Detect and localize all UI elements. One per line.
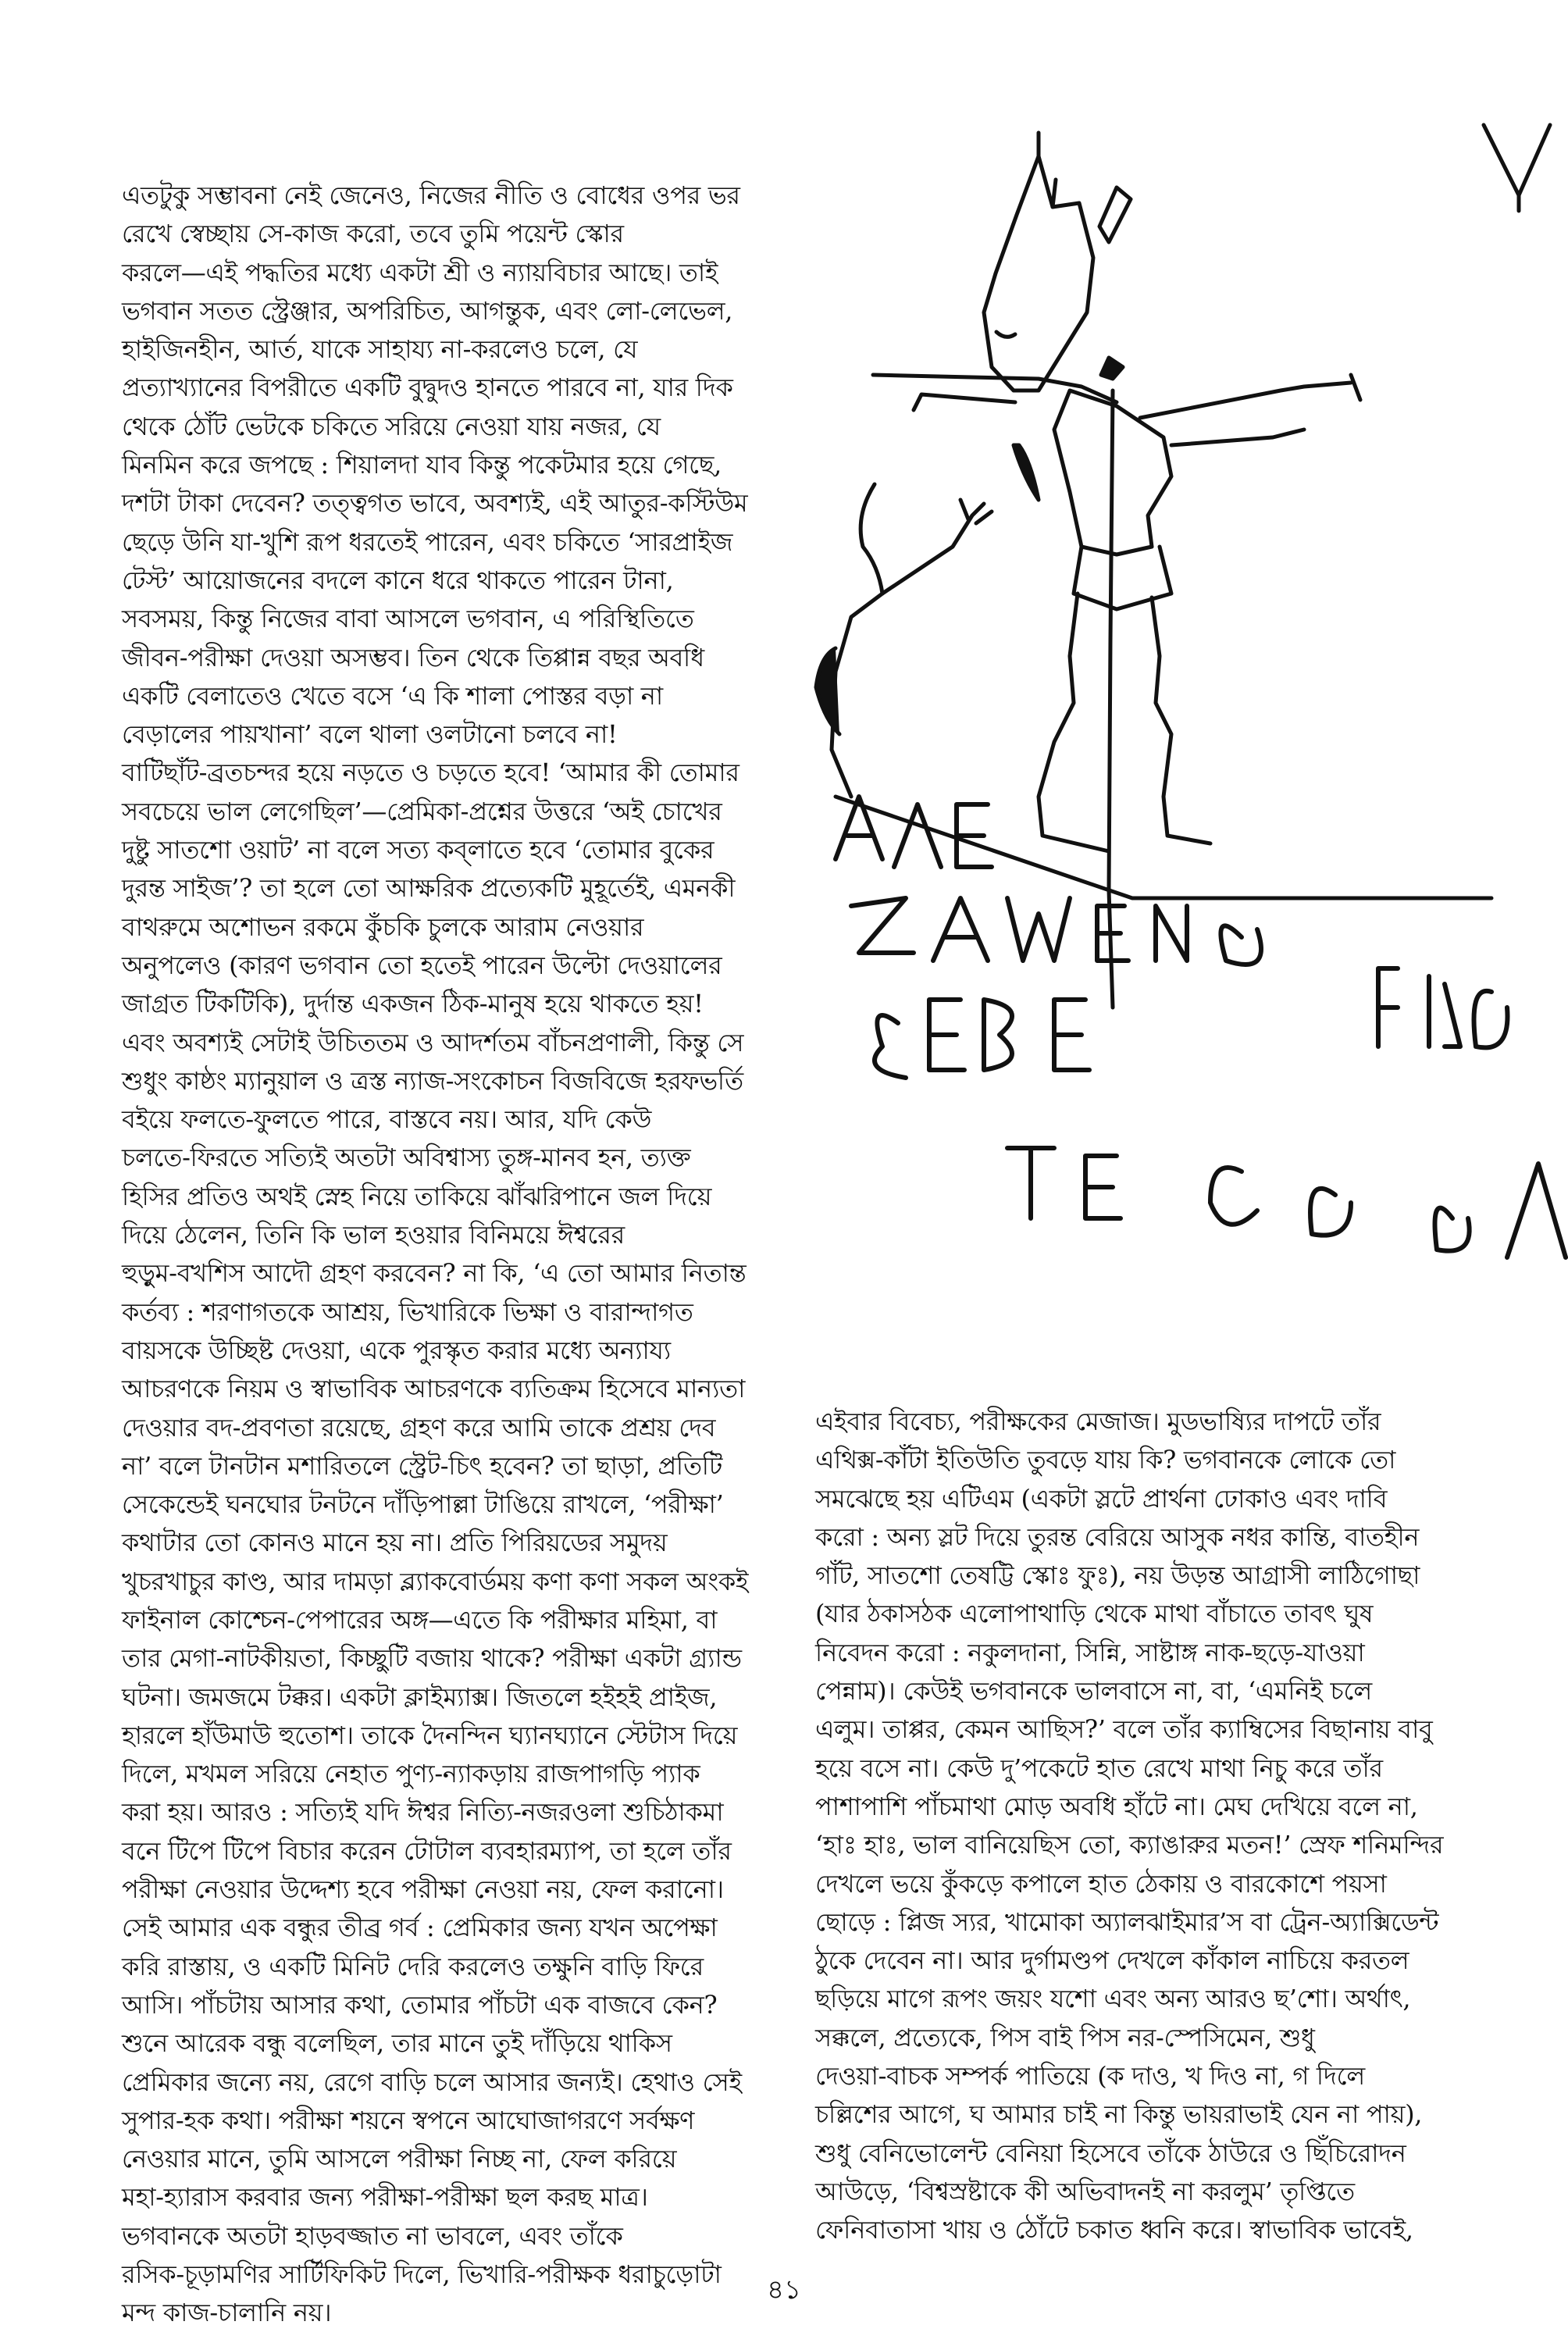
text-line: দশটা টাকা দেবেন? তত্ত্বগত ভাবে, অবশ্যই, এই আতুর-কস্টিউম [122, 488, 748, 519]
text-line: সুপার-হক কথা। পরীক্ষা শয়নে স্বপনে আঘোজাগরণে সর্বক্ষণ [122, 2105, 695, 2135]
text-line: মন্দ কাজ-চালানি নয়। [122, 2298, 332, 2328]
text-line: ফাইনাল কোশ্চেন-পেপারের অঙ্গ—এতে কি পরীক্ষার মহিমা, বা [122, 1604, 718, 1635]
text-line: খুচরখাচুর কাণ্ড, আর দামড়া ব্ল্যাকবোর্ডময় কণা কণা সকল অংকই [122, 1566, 749, 1596]
text-line: কথাটার তো কোনও মানে হয় না। প্রতি পিরিয়ডের সমুদয় [122, 1528, 668, 1558]
text-line: টেস্ট’ আয়োজনের বদলে কানে ধরে থাকতে পারেন টানা, [122, 565, 674, 595]
text-line: মহা-হ্যারাস করবার জন্য পরীক্ষা-পরীক্ষা ছল করছ মাত্র। [122, 2182, 648, 2213]
text-line: করলে—এই পদ্ধতির মধ্যে একটা শ্রী ও ন্যায়বিচার আছে। তাই [122, 257, 718, 287]
text-line: বাথরুমে অশোভন রকমে কুঁচকি চুলকে আরাম নেওয়ার [122, 911, 644, 942]
text-line: সবচেয়ে ভাল লেগেছিল’—প্রেমিকা-প্রশ্নের উত্তরে ‘অই চোখের [122, 796, 722, 826]
text-line: পরীক্ষা নেওয়ার উদ্দেশ্য হবে পরীক্ষা নেওয়া নয়, ফেল করানো। [122, 1874, 724, 1905]
left-text-column [122, 177, 825, 2333]
text-line: তার মেগা-নাটকীয়তা, কিচ্ছুটি বজায় থাকে? পরীক্ষা একটা গ্র্যান্ড [122, 1643, 742, 1674]
text-line: জাগ্রত টিকটিকি), দুর্দান্ত একজন ঠিক-মানুষ হয়ে থাকতে হয়! [122, 989, 704, 1019]
graffiti-crucifixion-drawing-icon [804, 109, 1568, 1359]
text-line: শুধুং কাষ্ঠং ম্যানুয়াল ও ত্রস্ত ন্যাজ-সংকোচন বিজবিজে হরফভর্তি [122, 1065, 743, 1096]
text-line: এবং অবশ্যই সেটাই উচিততম ও আদর্শতম বাঁচনপ্রণালী, কিন্তু সে [122, 1027, 744, 1057]
text-line: বায়সকে উচ্ছিষ্ট দেওয়া, একে পুরস্কৃত করার মধ্যে অন্যায্য [122, 1335, 671, 1365]
text-line: এতটুকু সম্ভাবনা নেই জেনেও, নিজের নীতি ও বোধের ওপর ভর [122, 180, 740, 210]
illustration [804, 109, 1568, 1359]
text-line: ঠুকে দেবেন না। আর দুর্গামণ্ডপ দেখলে কাঁকাল নাচিয়ে করতল [815, 1945, 1409, 1976]
text-line: দেখলে ভয়ে কুঁকড়ে কপালে হাত ঠেকায় ও বারকোশে পয়সা [815, 1868, 1387, 1899]
text-line: রসিক-চূড়ামণির সার্টিফিকিট দিলে, ভিখারি-পরীক্ষক ধরাচুড়োটা [122, 2259, 722, 2290]
text-line: দিয়ে ঠেলেন, তিনি কি ভাল হওয়ার বিনিময়ে ঈশ্বরের [122, 1220, 625, 1250]
text-line: বনে টিপে টিপে বিচার করেন টোটাল ব্যবহারম্যাপ, তা হলে তাঁর [122, 1835, 732, 1866]
text-line: করি রাস্তায়, ও একটি মিনিট দেরি করলেও তক্ষুনি বাড়ি ফিরে [122, 1951, 704, 1981]
text-line: প্রেমিকার জন্যে নয়, রেগে বাড়ি চলে আসার জন্যই। হেথাও সেই [122, 2067, 742, 2097]
text-line: নিবেদন করো : নকুলদানা, সিন্নি, সাষ্টাঙ্গ নাক-ছড়ে-যাওয়া [815, 1637, 1365, 1667]
text-line: হয়ে বসে না। কেউ দু’পকেটে হাত রেখে মাথা নিচু করে তাঁর [815, 1753, 1383, 1783]
text-line: এথিক্স-কাঁটা ইতিউতি তুবড়ে যায় কি? ভগবানকে লোকে তো [815, 1445, 1396, 1475]
text-line: পেন্নাম)। কেউই ভগবানকে ভালবাসে না, বা, ‘এমনিই চলে [815, 1676, 1372, 1706]
text-line: হিসির প্রতিও অথই স্নেহ নিয়ে তাকিয়ে ঝাঁঝরিপানে জল দিয়ে [122, 1181, 712, 1211]
text-line: বাটিছাঁট-ব্রতচন্দর হয়ে নড়তে ও চড়তে হবে! ‘আমার কী তোমার [122, 758, 739, 788]
text-line: নেওয়ার মানে, তুমি আসলে পরীক্ষা নিচ্ছ না, ফেল করিয়ে [122, 2144, 677, 2174]
text-line: কর্তব্য : শরণাগতকে আশ্রয়, ভিখারিকে ভিক্ষা ও বারান্দাগত [122, 1296, 693, 1327]
text-line: ছেড়ে উনি যা-খুশি রূপ ধরতেই পারেন, এবং চকিতে ‘সারপ্রাইজ [122, 526, 733, 557]
right-text-column [815, 1403, 1444, 2250]
text-line: করো : অন্য স্লট দিয়ে তুরন্ত বেরিয়ে আসুক নধর কান্তি, বাতহীন [815, 1521, 1420, 1552]
text-line: দেওয়ার বদ-প্রবণতা রয়েছে, গ্রহণ করে আমি তাকে প্রশ্রয় দেব [122, 1412, 716, 1442]
text-line: ছোড়ে : প্লিজ স্যর, খামোকা অ্যালঝাইমার’স বা ট্রেন-অ্যাক্সিডেন্ট [815, 1906, 1439, 1937]
text-line: আসি। পাঁচটায় আসার কথা, তোমার পাঁচটা এক বাজবে কেন? [122, 1989, 718, 2020]
text-line: অনুপলেও (কারণ ভগবান তো হতেই পারেন উল্টো দেওয়ালের [122, 950, 722, 980]
text-line: (যার ঠকাসঠক এলোপাথাড়ি থেকে মাথা বাঁচাতে তাবৎ ঘুষ [815, 1599, 1374, 1629]
text-line: হাইজিনহীন, আর্ত, যাকে সাহায্য না-করলেও চলে, যে [122, 334, 638, 365]
text-line: সক্কলে, প্রত্যেকে, পিস বাই পিস নর-স্পেসিমেন, শুধু [815, 2022, 1315, 2052]
text-line: ভগবান সতত স্ট্রেঞ্জার, অপরিচিত, আগন্তুক, এবং লো-লেভেল, [122, 295, 733, 326]
text-line: আচরণকে নিয়ম ও স্বাভাবিক আচরণকে ব্যতিক্রম হিসেবে মান্যতা [122, 1374, 746, 1404]
text-line: দেওয়া-বাচক সম্পর্ক পাতিয়ে (ক দাও, খ দিও না, গ দিলে [815, 2061, 1365, 2091]
text-line: দিলে, মখমল সরিয়ে নেহাত পুণ্য-ন্যাকড়ায় রাজপাগড়ি প্যাক [122, 1759, 700, 1789]
text-line: শুধু বেনিভোলেন্ট বেনিয়া হিসেবে তাঁকে ঠাউরে ও ছিঁচিরোদন [815, 2138, 1406, 2168]
text-line: প্রত্যাখ্যানের বিপরীতে একটি বুদ্বুদও হানতে পারবে না, যার দিক [122, 373, 733, 403]
text-line: সবসময়, কিন্তু নিজের বাবা আসলে ভগবান, এ পরিস্থিতিতে [122, 604, 694, 634]
text-line: সেই আমার এক বন্ধুর তীব্র গর্ব : প্রেমিকার জন্য যখন অপেক্ষা [122, 1913, 718, 1943]
text-line: জীবন-পরীক্ষা দেওয়া অসম্ভব। তিন থেকে তিপ্পান্ন বছর অবধি [122, 642, 704, 672]
text-line: এইবার বিবেচ্য, পরীক্ষকের মেজাজ। মুডভাষ্যির দাপটে তাঁর [815, 1407, 1381, 1436]
text-line: হুড়ুম-বখশিস আদৌ গ্রহণ করবেন? না কি, ‘এ তো আমার নিতান্ত [122, 1258, 747, 1289]
text-line: এলুম। তাপ্পর, কেমন আছিস?’ বলে তাঁর ক্যাম্বিসের বিছানায় বাবু [815, 1714, 1433, 1745]
text-line: বইয়ে ফলতে-ফুলতে পারে, বাস্তবে নয়। আর, যদি কেউ [122, 1104, 652, 1135]
text-line: শুনে আরেক বন্ধু বলেছিল, তার মানে তুই দাঁড়িয়ে থাকিস [122, 2028, 672, 2059]
text-line: ছড়িয়ে মাগে রূপং জয়ং যশো এবং অন্য আরও ছ’শো। অর্থাৎ, [815, 1984, 1411, 2014]
text-line: ফেনিবাতাসা খায় ও ঠোঁটে চকাত ধ্বনি করে। স্বাভাবিক ভাবেই, [815, 2215, 1413, 2245]
text-line: চলতে-ফিরতে সত্যিই অতটা অবিশ্বাস্য তুঙ্গ-মানব হন, ত্যক্ত [122, 1143, 691, 1173]
text-line: না’ বলে টানটান মশারিতলে স্ট্রেট-চিৎ হবেন? তা ছাড়া, প্রতিটি [122, 1450, 723, 1481]
text-line: রেখে স্বেচ্ছায় সে-কাজ করো, তবে তুমি পয়েন্ট স্কোর [122, 219, 624, 249]
text-line: মিনমিন করে জপছে : শিয়ালদা যাব কিন্তু পকেটমার হয়ে গেছে, [122, 450, 722, 480]
text-line: ‘হাঃ হাঃ, ভাল বানিয়েছিস তো, ক্যাঙারুর মতন!’ স্রেফ শনিমন্দির [815, 1830, 1444, 1860]
text-line: আউড়ে, ‘বিশ্বস্রষ্টাকে কী অভিবাদনই না করলুম’ তৃপ্তিতে [815, 2176, 1355, 2206]
text-line: বেড়ালের পায়খানা’ বলে থালা ওলটানো চলবে না! [122, 719, 618, 750]
text-line: হারলে হাঁউমাউ হুতোশ। তাকে দৈনন্দিন ঘ্যানঘ্যানে স্টেটাস দিয়ে [122, 1720, 738, 1750]
text-line: একটি বেলাতেও খেতে বসে ‘এ কি শালা পোস্তর বড়া না [122, 680, 663, 711]
text-line: থেকে ঠোঁট ভেটকে চকিতে সরিয়ে নেওয়া যায় নজর, যে [122, 411, 661, 441]
text-line: করা হয়। আরও : সত্যিই যদি ঈশ্বর নিত্যি-নজরওলা শুচিঠাকমা [122, 1797, 724, 1828]
text-line: ভগবানকে অতটা হাড়বজ্জাত না ভাবলে, এবং তাঁকে [122, 2220, 623, 2251]
text-line: চল্লিশের আগে, ঘ আমার চাই না কিন্তু ভায়রাভাই যেন না পায়), [815, 2099, 1423, 2130]
text-line: দুষ্টু সাতশো ওয়াট’ না বলে সত্য কব্‌লাতে হবে ‘তোমার বুকের [122, 835, 715, 865]
text-line: সেকেন্ডেই ঘনঘোর টনটনে দাঁড়িপাল্লা টাঙিয়ে রাখলে, ‘পরীক্ষা’ [122, 1489, 724, 1520]
text-line: ঘটনা। জমজমে টক্কর। একটা ক্লাইম্যাক্স। জিতলে হইহই প্রাইজ, [122, 1681, 718, 1712]
text-line: গাঁট, সাতশো তেষট্টি স্কোঃ ফুঃ), নয় উড়ন্ত আগ্রাসী লাঠিগোছা [815, 1560, 1420, 1591]
page-number: ৪১ [766, 2274, 802, 2305]
text-line: সমঝেছে হয় এটিএম (একটা স্লটে প্রার্থনা ঢোকাও এবং দাবি [815, 1483, 1388, 1514]
text-line: দুরন্ত সাইজ’? তা হলে তো আক্ষরিক প্রত্যেকটি মুহূর্তেই, এমনকী [122, 873, 736, 904]
text-line: পাশাপাশি পাঁচমাথা মোড় অবধি হাঁটে না। মেঘ দেখিয়ে বলে না, [815, 1791, 1418, 1821]
